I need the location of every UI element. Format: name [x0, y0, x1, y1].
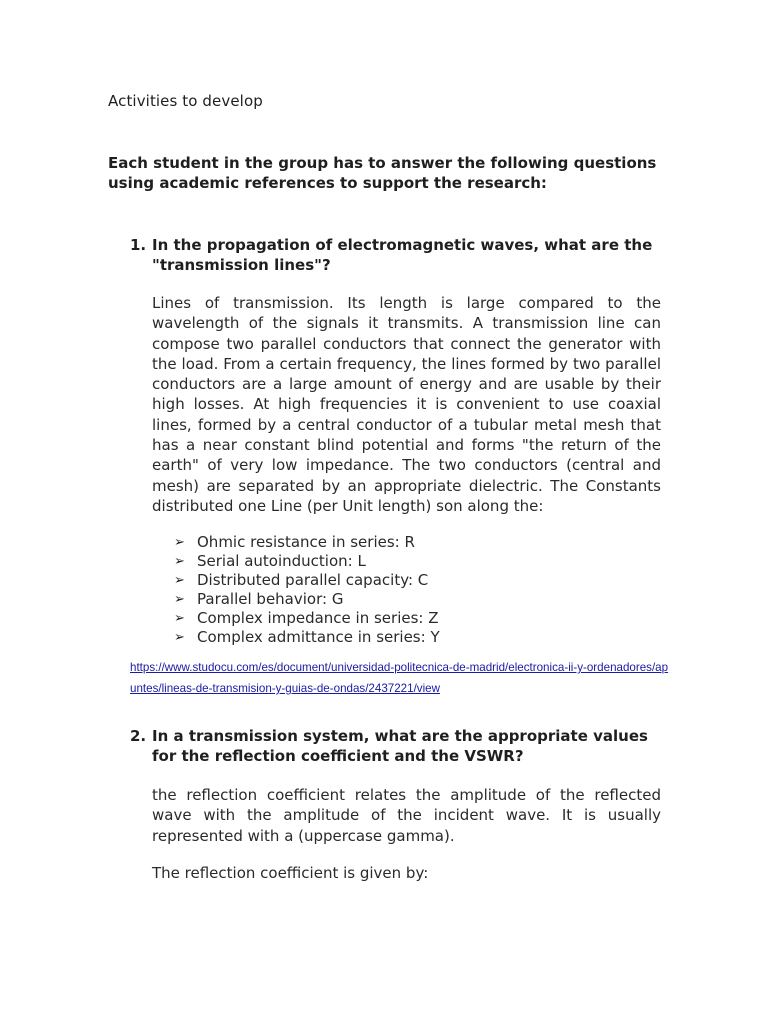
question-2: [130, 726, 670, 766]
question-1-text: In the propagation of electromagnetic waves, what are the "transmission lines"?: [152, 236, 653, 274]
reference-link[interactable]: https://www.studocu.com/es/document/universidad-politecnica-de-madrid/electronica-ii-y-ordenadores/apuntes/lineas-de-transmision-y-guias-de-ondas/2437221/view: [130, 661, 669, 695]
arrow-bullet-icon: ➢: [174, 630, 185, 645]
section-heading: Activities to develop: [108, 92, 263, 110]
arrow-bullet-icon: ➢: [174, 592, 185, 607]
question-2-text: In a transmission system, what are the appropriate values for the reflection coefficient and the VSWR?: [152, 727, 648, 765]
list-item: [174, 609, 440, 628]
arrow-bullet-icon: ➢: [174, 573, 185, 588]
question-1: [130, 235, 670, 275]
list-item-text: Ohmic resistance in series: R: [197, 533, 415, 551]
answer-1-paragraph: Lines of transmission. Its length is large compared to the wavelength of the signals it transmits. A transmission line can compose two parallel conductors that connect the generator with the load. From a certain frequency, the lines formed by two parallel conductors are a large amount of energy and are usable by their high losses. At high frequencies it is convenient to use coaxial lines, formed by a central conductor of a tubular metal mesh that has a near constant blind potential and forms "the return of the earth" of very low impedance. The two conductors (central and mesh) are separated by an appropriate dielectric. The Constants distributed one Line (per Unit length) son along the:: [152, 294, 661, 515]
constants-list: [174, 533, 440, 647]
list-item: [174, 571, 440, 590]
list-item: [174, 628, 440, 647]
question-1-number: 1.: [130, 236, 147, 254]
list-item: [174, 590, 440, 609]
arrow-bullet-icon: ➢: [174, 554, 185, 569]
list-item: [174, 552, 440, 571]
list-item-text: Complex impedance in series: Z: [197, 609, 439, 627]
answer-3-paragraph: The reflection coefficient is given by:: [152, 864, 429, 882]
intro-paragraph: Each student in the group has to answer the following questions using academic references to support the research:: [108, 154, 657, 192]
question-2-number: 2.: [130, 727, 147, 745]
list-item-text: Serial autoinduction: L: [197, 552, 366, 570]
list-item-text: Distributed parallel capacity: C: [197, 571, 429, 589]
list-item-text: Complex admittance in series: Y: [197, 628, 440, 646]
answer-2-paragraph: the reflection coefficient relates the amplitude of the reflected wave with the amplitude of the incident wave. It is usually represented with a (uppercase gamma).: [152, 786, 661, 845]
list-item-text: Parallel behavior: G: [197, 590, 344, 608]
arrow-bullet-icon: ➢: [174, 611, 185, 626]
list-item: [174, 533, 440, 552]
arrow-bullet-icon: ➢: [174, 535, 185, 550]
